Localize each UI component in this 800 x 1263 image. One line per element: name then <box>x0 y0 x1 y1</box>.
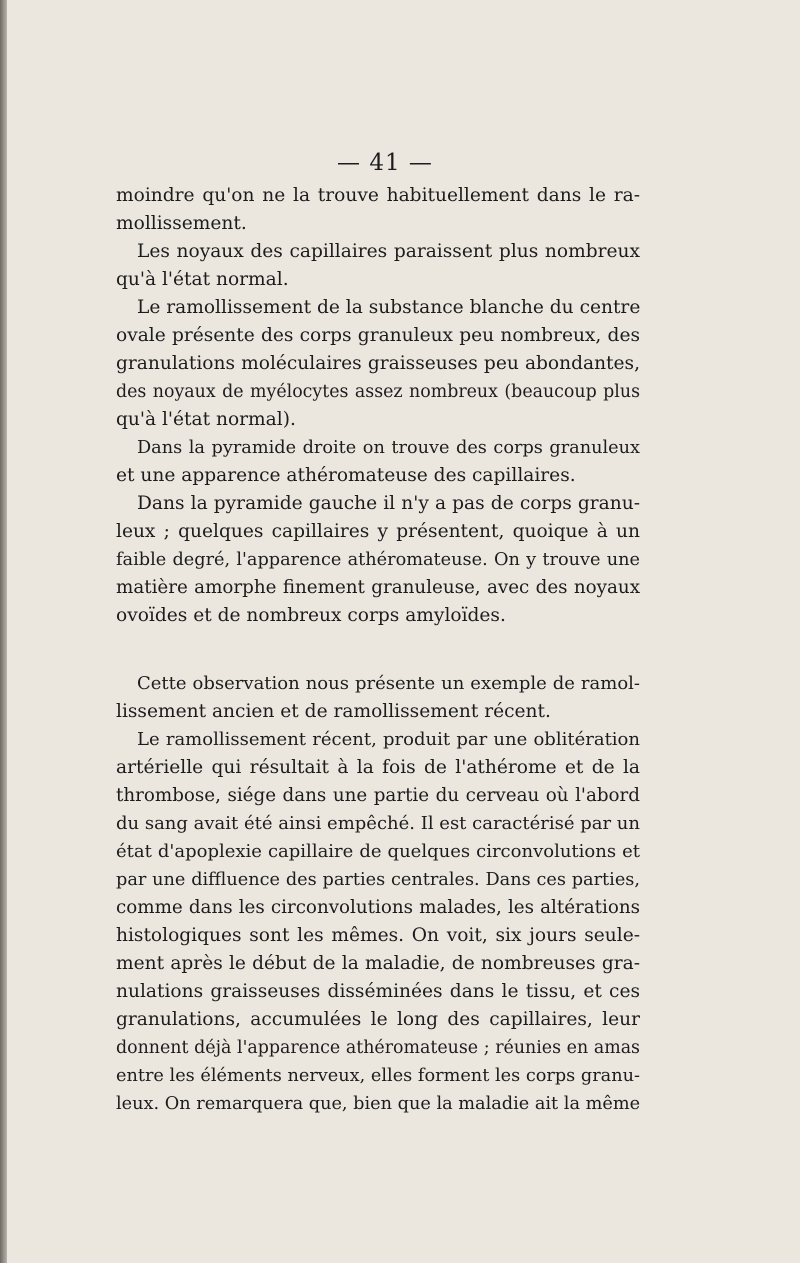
text-line: du sang avait été ainsi empêché. Il est caractérisé par un <box>116 813 640 834</box>
text-line: par une diffluence des parties centrales. Dans ces parties, <box>116 870 640 890</box>
text-line: moindre qu'on ne la trouve habituellement dans le ra- <box>116 185 640 206</box>
text-line: ovale présente des corps granuleux peu nombreux, des <box>116 325 640 346</box>
text-line: et une apparence athéromateuse des capillaires. <box>116 465 576 486</box>
text-line: qu'à l'état normal). <box>116 409 296 430</box>
text-line: Les noyaux des capillaires paraissent plus nombreux <box>137 241 640 262</box>
text-line: état d'apoplexie capillaire de quelques circonvolutions et <box>116 841 640 862</box>
text-line: comme dans les circonvolutions malades, les altérations <box>116 897 640 918</box>
text-line: faible degré, l'apparence athéromateuse. On y trouve une <box>116 550 640 570</box>
text-line: Le ramollissement de la substance blanche du centre <box>137 297 641 318</box>
text-line: Dans la pyramide gauche il n'y a pas de corps granu- <box>137 493 640 514</box>
text-line: des noyaux de myélocytes assez nombreux (beaucoup plus <box>116 382 640 402</box>
text-line: thrombose, siége dans une partie du cerveau où l'abord <box>116 785 640 806</box>
text-line: leux. On remarquera que, bien que la maladie ait la même <box>116 1094 641 1114</box>
text-line: entre les éléments nerveux, elles forment les corps granu- <box>116 1066 640 1086</box>
text-line: Cette observation nous présente un exemple de ramol- <box>137 673 640 694</box>
text-line: matière amorphe finement granuleuse, avec des noyaux <box>116 577 640 598</box>
text-line: qu'à l'état normal. <box>116 269 289 290</box>
text-line: Dans la pyramide droite on trouve des corps granuleux <box>137 438 640 458</box>
text-line: granulations moléculaires graisseuses peu abondantes, <box>116 353 640 374</box>
text-line: Le ramollissement récent, produit par une oblitération <box>137 729 640 750</box>
text-line: ment après le début de la maladie, de nombreuses gra- <box>116 953 640 974</box>
text-line: lissement ancien et de ramollissement récent. <box>116 701 551 722</box>
text-line: artérielle qui résultait à la fois de l'athérome et de la <box>116 757 640 778</box>
text-line: nulations graisseuses disséminées dans le tissu, et ces <box>116 981 640 1002</box>
text-line: leux ; quelques capillaires y présentent, quoique à un <box>116 521 640 542</box>
text-line: granulations, accumulées le long des capillaires, leur <box>116 1009 640 1030</box>
text-line: ovoïdes et de nombreux corps amyloïdes. <box>116 605 506 626</box>
text-line: mollissement. <box>116 213 247 234</box>
page-binding-edge <box>0 0 7 1263</box>
text-line: histologiques sont les mêmes. On voit, six jours seule- <box>116 925 640 946</box>
page-number: — 41 — <box>337 150 433 176</box>
text-line: donnent déjà l'apparence athéromateuse ; réunies en amas <box>116 1038 640 1058</box>
